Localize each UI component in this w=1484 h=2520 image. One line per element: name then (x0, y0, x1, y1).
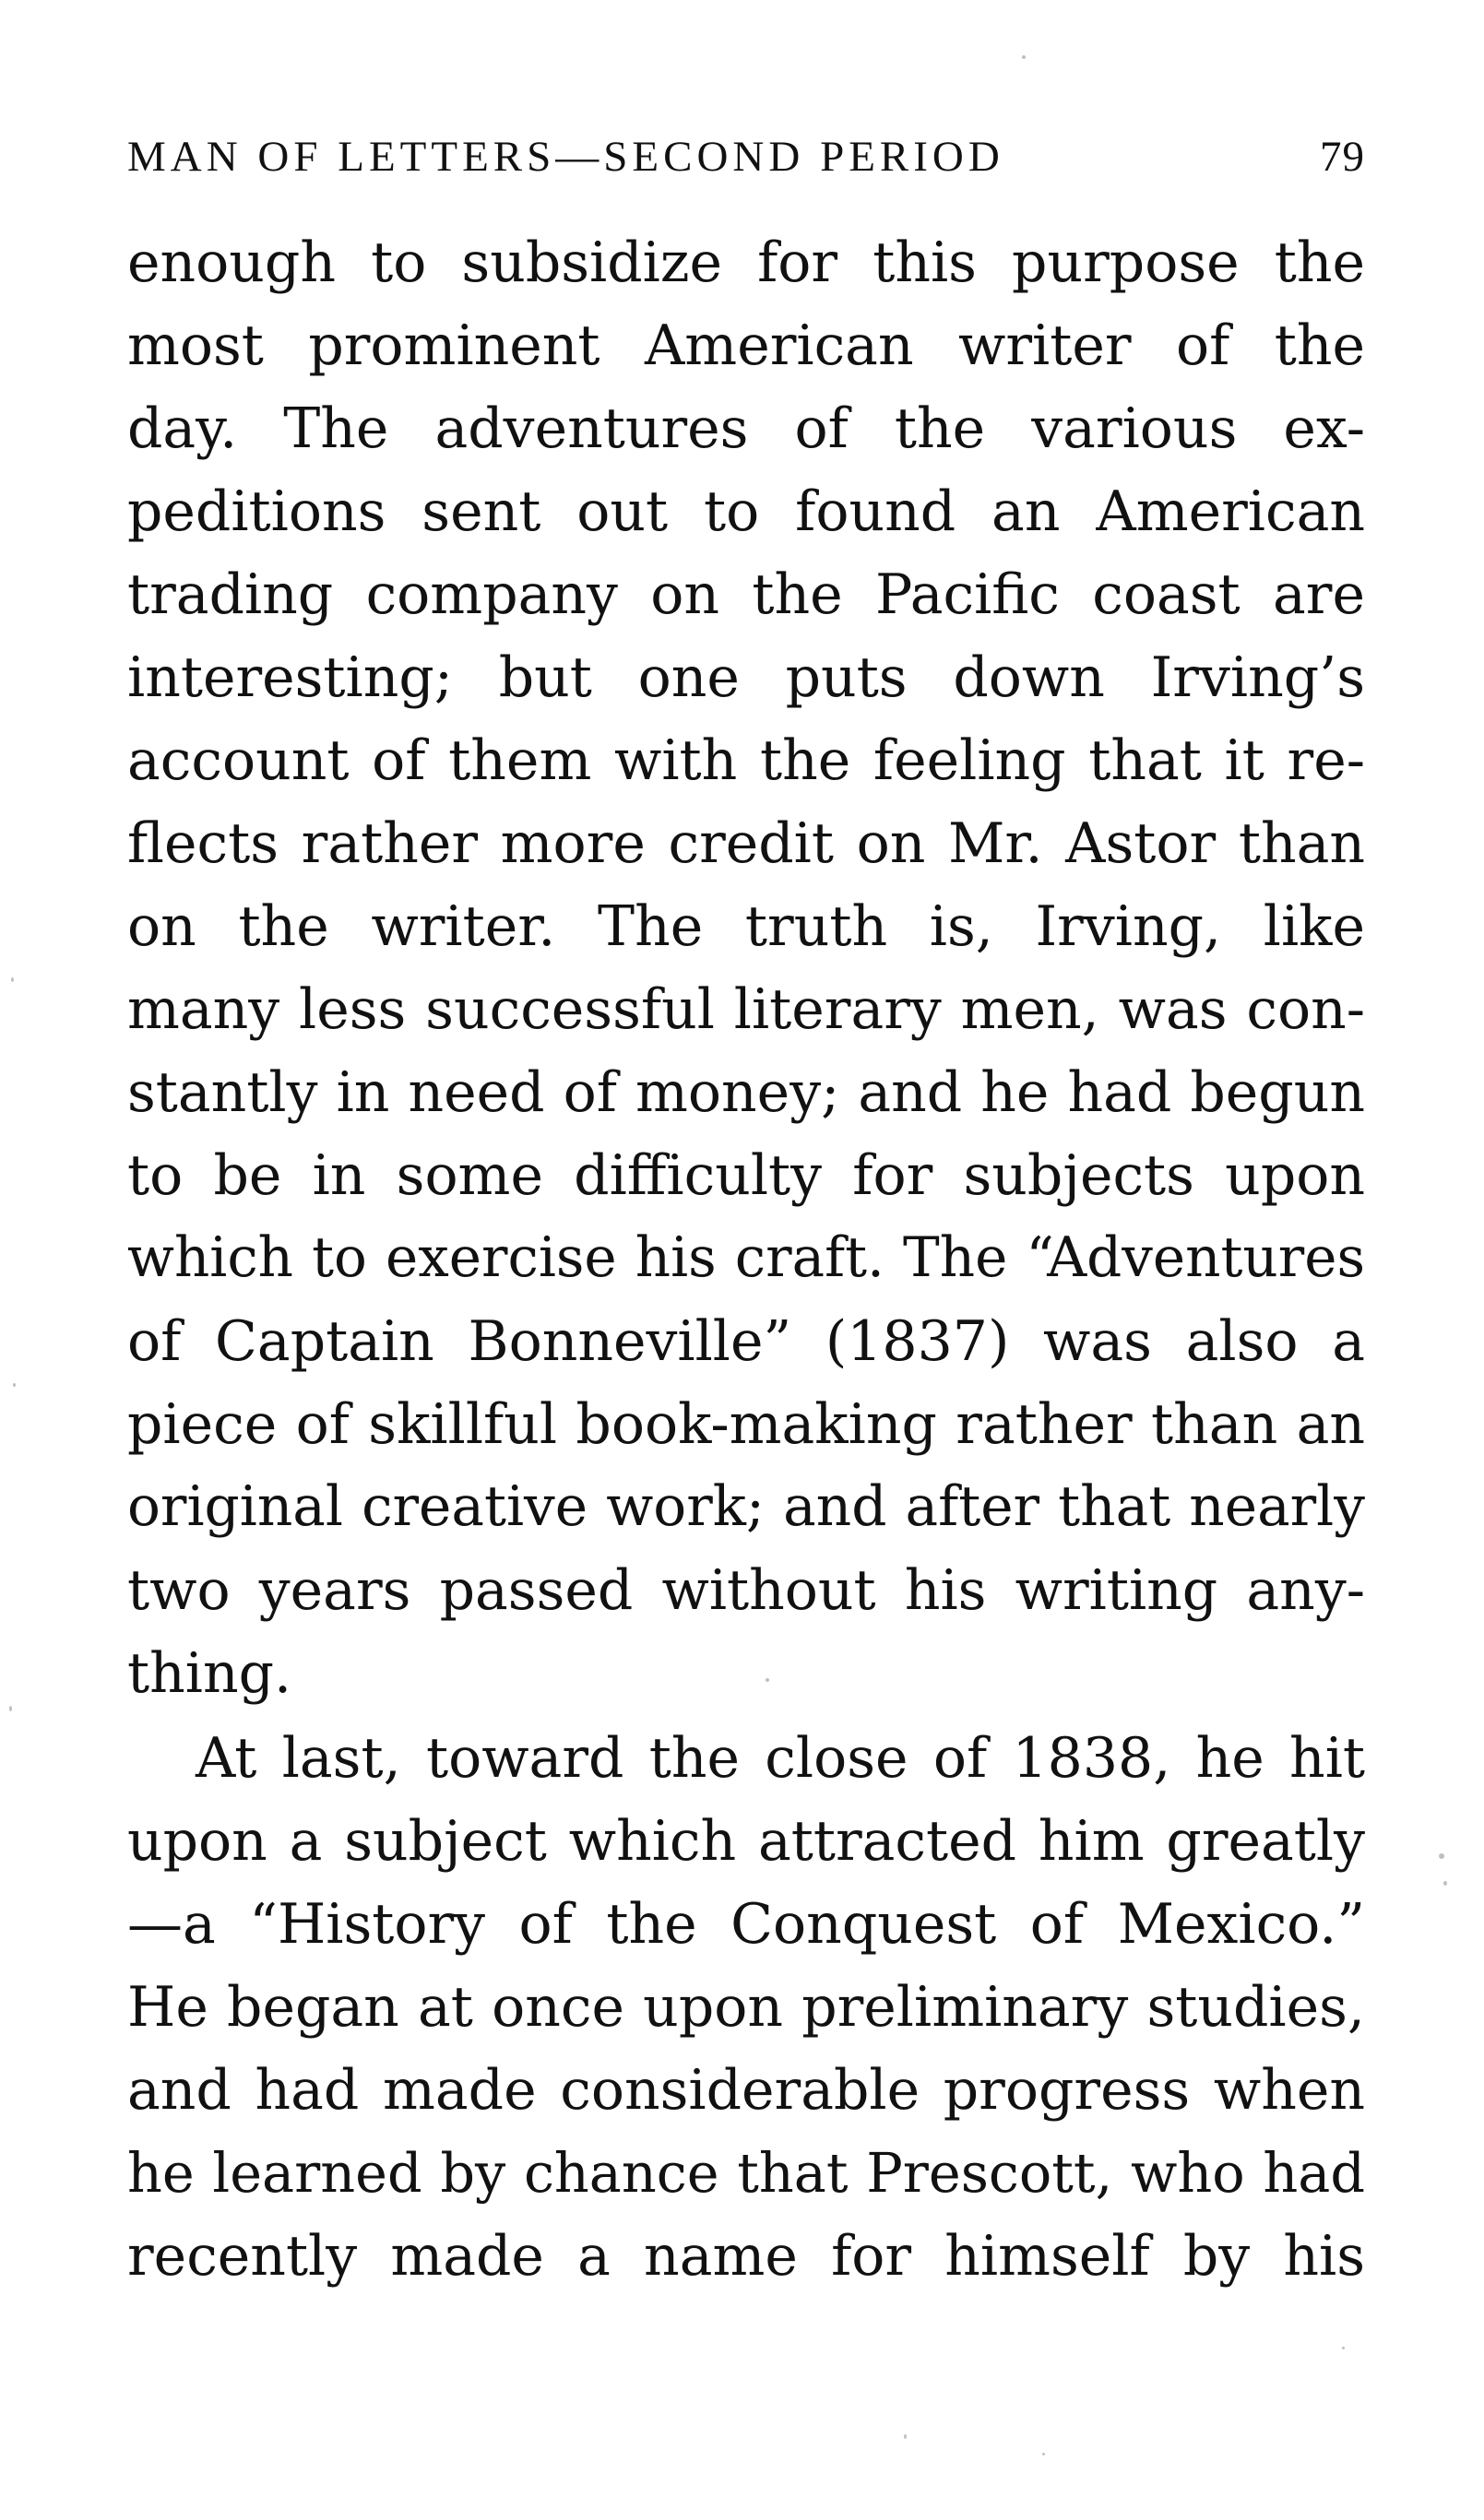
text-line: on the writer. The truth is, Irving, like (127, 894, 1365, 959)
text-line: upon a subject which attracted him greatly (127, 1809, 1365, 1874)
text-line: thing. (127, 1641, 292, 1706)
text-line: account of them with the feeling that it re- (127, 728, 1365, 793)
text-line: original creative work; and after that nearly (127, 1475, 1365, 1539)
text-line: he learned by chance that Prescott, who had (127, 2141, 1365, 2205)
paper-speck (1042, 2453, 1045, 2455)
paper-speck (9, 1706, 12, 1711)
text-line: which to exercise his craft. The “Adventures (127, 1226, 1365, 1290)
text-line: and had made considerable progress when (127, 2058, 1365, 2123)
paper-speck (1022, 55, 1026, 59)
running-head (127, 129, 1365, 184)
paper-speck (1342, 2347, 1345, 2349)
paper-speck (11, 977, 14, 982)
text-line: day. The adventures of the various ex- (127, 396, 1365, 461)
paper-speck (1443, 1881, 1447, 1886)
text-line: piece of skillful book-making rather than an (127, 1392, 1365, 1457)
paragraph (127, 221, 1365, 1715)
text-line: peditions sent out to found an American (127, 479, 1365, 544)
text-line: interesting; but one puts down Irving’s (127, 645, 1365, 710)
text-line: flects rather more credit on Mr. Astor than (127, 811, 1365, 876)
paper-speck (13, 1383, 16, 1387)
chapter-title: MAN OF LETTERS—SECOND PERIOD (127, 133, 1004, 181)
text-line: most prominent American writer of the (127, 314, 1365, 378)
page-number: 79 (1320, 133, 1365, 181)
paragraph (127, 1717, 1365, 2298)
text-body (127, 221, 1365, 2298)
paper-speck (766, 1678, 769, 1682)
text-line: He began at once upon preliminary studies, (127, 1975, 1365, 2040)
paper-speck (1439, 1853, 1444, 1859)
text-line: to be in some difficulty for subjects upon (127, 1143, 1365, 1208)
text-line: recently made a name for himself by his (127, 2224, 1365, 2289)
text-line: many less successful literary men, was con- (127, 977, 1365, 1042)
text-line: stantly in need of money; and he had begun (127, 1060, 1365, 1125)
paper-speck (904, 2434, 907, 2439)
text-line: two years passed without his writing any- (127, 1558, 1365, 1623)
text-line: —a “History of the Conquest of Mexico.” (127, 1892, 1365, 1957)
text-line: trading company on the Pacific coast are (127, 562, 1365, 627)
text-line: of Captain Bonneville” (1837) was also a (127, 1309, 1365, 1374)
text-line: At last, toward the close of 1838, he hit (196, 1726, 1365, 1791)
text-line: enough to subsidize for this purpose the (127, 231, 1365, 295)
